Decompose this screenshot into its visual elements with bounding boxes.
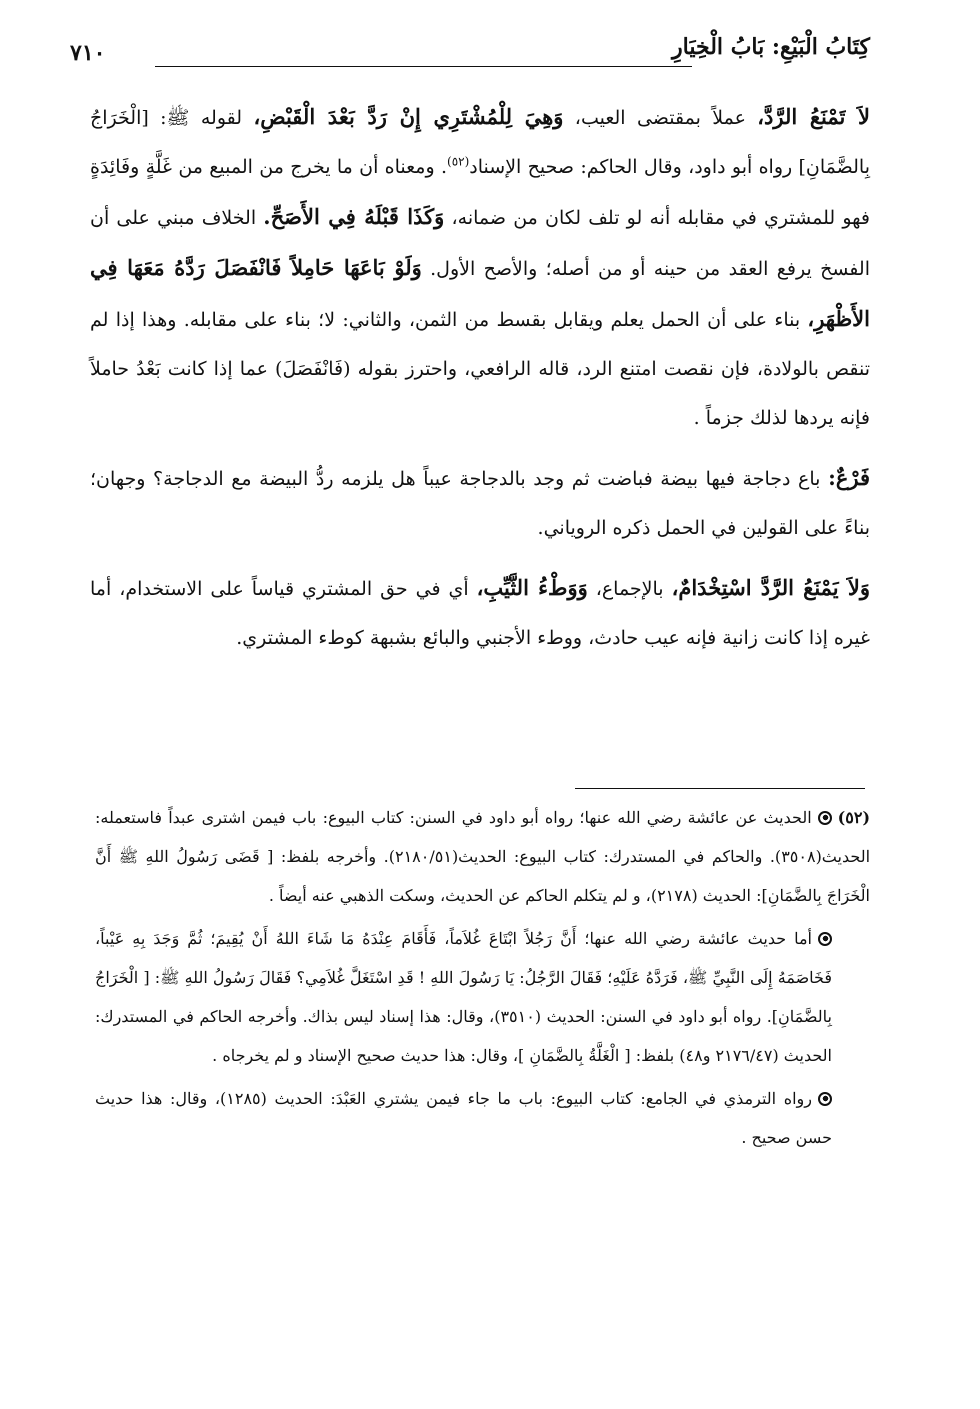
commentary-text: أي في حق المشتري قياساً على الاستخدام، أما غيره إذا كانت زانية فإنه عيب حادث، ووطء الأجنبي والبائع بشبهة كوطء المشتري. [90, 578, 870, 649]
matn-text: وَوَطْءُ الثَّيِّبِ، [476, 575, 588, 600]
running-title: كِتَابُ الْبَيْعِ: بَابُ الْخِيَارِ [672, 34, 870, 60]
commentary-text: بناء على أن الحمل يعلم ويقابل بقسط من الثمن، والثاني: لا؛ بناء على مقابله. وهذا إذا لم تنقص بالولادة، فإن نقصت امتنع الرد، قاله الرافعي، واحترز بقوله (فَانْفَصَلَ) عما إذا كانت بَعْدُ حاملاً فإنه يردها لذلك جزماً . [90, 309, 870, 429]
bullet-icon [818, 1092, 832, 1106]
header-rule [155, 66, 692, 67]
branch-label: فَرْعٌ: [828, 465, 870, 490]
page-number: ٧١٠ [70, 40, 106, 66]
commentary-text: بالإجماع، [587, 578, 672, 600]
commentary-text: . ومعناه أن ما يخرج من المبيع من غَلَّةٍ وفَائِدَةٍ فهو للمشتري في مقابله أنه لو تلف لكان من ضمانه، [90, 156, 870, 229]
matn-text: وَكَذَا قَبْلَهُ فِي الأَصَحِّ. [263, 204, 445, 229]
matn-text: لاَ تَمْنَعُ الرَّدَّ، [757, 104, 870, 129]
commentary-text: عملاً بمقتضى العيب، [563, 107, 758, 129]
footnote-52 [95, 798, 870, 915]
commentary-text: باع دجاجة فيها بيضة فباضت ثم وجد بالدجاجة عيباً هل يلزمه ردُّ البيضة مع الدجاجة؟ وجهان؛ بناءً على القولين في الحمل ذكره الروياني. [90, 468, 870, 539]
commentary-text: الخلاف مبني على أن الفسخ يرفع العقد من حينه أو من أصله؛ والأصح الأول. [90, 207, 870, 280]
matn-text: وَلاَ يَمْنَعُ الرَّدَّ اسْتِخْدَامٌ، [671, 575, 870, 600]
footnote-item [95, 919, 870, 1075]
footnote-text: رواه الترمذي في الجامع: كتاب البيوع: باب ما جاء فيمن يشتري العَبْدَ: الحديث (١٢٨٥)، وقال: هذا حديث حسن صحيح . [95, 1089, 832, 1147]
bullet-icon [818, 932, 832, 946]
footnote-item [95, 1079, 870, 1157]
footnotes [95, 798, 870, 1161]
commentary-text: لقوله ﷺ: [الْخَرَاجُ بِالضَّمَانِ] رواه أبو داود، وقال الحاكم: صحيح الإسناد [90, 107, 870, 178]
matn-text: وَلَوْ بَاعَهَا حَامِلاً فَانْفَصَلَ رَدَّهُ مَعَهَا فِي الأَظْهَرِ، [90, 255, 870, 331]
footnote-number: (٥٢) [837, 808, 871, 827]
paragraph-2 [90, 453, 870, 553]
footnote-separator [575, 788, 865, 789]
footnote-reference: (٥٢) [447, 154, 470, 169]
paragraph-3 [90, 563, 870, 663]
footnote-text: الحديث عن عائشة رضي الله عنها؛ رواه أبو داود في السنن: كتاب البيوع: باب فيمن اشترى عبداً فاستعمله: الحديث(٣٥٠٨). والحاكم في المستدرك: كتاب البيوع: الحديث(٢١٨٠/٥١). وأخرجه بلفظ: [ قَضَى رَسُولُ اللهِ ﷺ أَنَّ الْخَرَاجَ بِالضَّمَانِ]: الحديث (٢١٧٨)، و لم يتكلم الحاكم عن الحديث، وسكت الذهبي عنه أيضاً . [95, 808, 871, 905]
paragraph-1 [90, 92, 870, 443]
page-header [70, 28, 870, 78]
main-text [90, 92, 870, 673]
matn-text: وَهِيَ لِلْمُشْتَرِي إِنْ رَدَّ بَعْدَ الْقَبْضِ، [253, 104, 564, 129]
bullet-icon [818, 811, 832, 825]
footnote-text: أما حديث عائشة رضي الله عنها؛ أَنَّ رَجُلاً ابْتَاعَ غُلاَماً، فَأَقَامَ عِنْدَهُ مَا شَاءَ اللهُ أَنْ يُقِيمَ؛ ثُمَّ وَجَدَ بِهِ عَيْباً، فَخَاصَمَهُ إِلَى النَّبِيِّ ﷺ، فَرَدَّهُ عَلَيْهِ؛ فَقَالَ الرَّجُلُ: يَا رَسُولَ اللهِ ! قَدِ اسْتَغَلَّ غُلاَمِي؟ فَقَالَ رَسُولُ اللهِ ﷺ: [ الْخَرَاجُ بِالضَّمَانِ]. رواه أبو داود في السنن: الحديث (٣٥١٠)، وقال: هذا إسناد ليس بذاك. وأخرجه الحاكم في المستدرك: الحديث (٢١٧٦/٤٧ و٤٨) بلفظ: [ الْغَلَّةُ بِالضَّمَانِ ]، وقال: هذا حديث صحيح الإسناد و لم يخرجاه . [95, 929, 832, 1065]
